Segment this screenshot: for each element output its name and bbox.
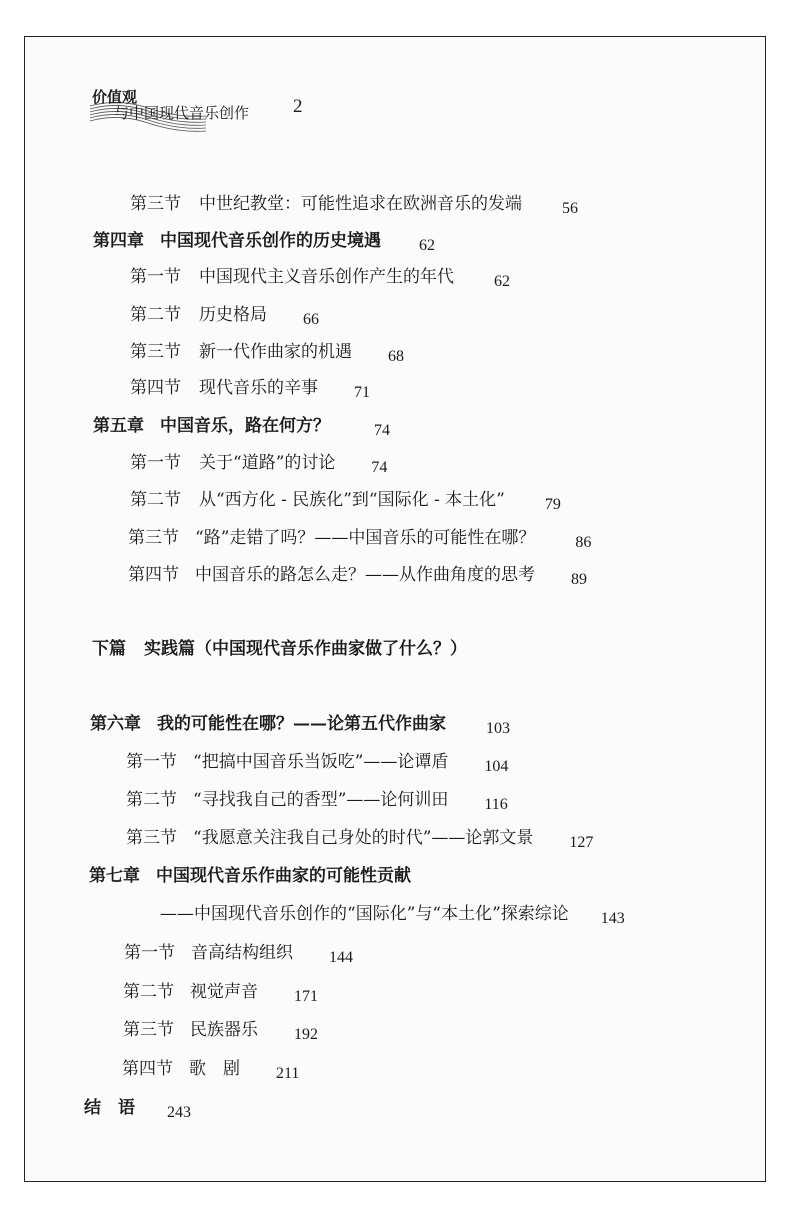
toc-page: 56 bbox=[562, 200, 578, 217]
toc-label: 第一节 bbox=[126, 752, 177, 772]
toc-title: 实践篇（中国现代音乐作曲家做了什么？） bbox=[144, 639, 467, 659]
toc-page: 127 bbox=[569, 834, 594, 851]
toc-label: 第二节 bbox=[130, 490, 181, 510]
toc-title: 视觉声音 bbox=[190, 982, 258, 1002]
toc-label: 第一节 bbox=[130, 453, 181, 473]
toc-entry bbox=[130, 341, 404, 364]
toc-page: 171 bbox=[294, 988, 318, 1005]
toc-title: 历史格局 bbox=[199, 305, 267, 325]
toc-title: 中国现代音乐作曲家的可能性贡献 bbox=[156, 866, 411, 886]
toc-page: 243 bbox=[167, 1104, 191, 1121]
toc-label: 第四节 bbox=[128, 565, 179, 585]
toc-label: 第三节 bbox=[130, 194, 181, 214]
toc-label: 第四节 bbox=[130, 378, 181, 398]
toc-page: 192 bbox=[294, 1026, 318, 1043]
toc-title: 民族器乐 bbox=[190, 1020, 258, 1040]
toc-chapter bbox=[93, 230, 435, 253]
toc-label: 第四节 bbox=[122, 1059, 173, 1079]
toc-label: 下篇 bbox=[92, 639, 126, 659]
toc-title: 音高结构组织 bbox=[191, 943, 293, 963]
toc-entry bbox=[123, 981, 318, 1004]
toc-entry bbox=[130, 452, 387, 475]
toc-title: 关于“道路”的讨论 bbox=[199, 453, 336, 473]
toc-title: 歌 剧 bbox=[189, 1059, 240, 1079]
toc-label: 结 语 bbox=[84, 1098, 135, 1118]
header-page-number: 2 bbox=[293, 96, 303, 117]
toc-entry bbox=[130, 266, 510, 289]
toc-title: 新一代作曲家的机遇 bbox=[199, 342, 352, 362]
toc-title: 中世纪教堂：可能性追求在欧洲音乐的发端 bbox=[199, 194, 522, 214]
toc-label: 第一节 bbox=[130, 267, 181, 287]
toc-chapter bbox=[90, 713, 510, 736]
toc-entry bbox=[128, 564, 587, 587]
toc-title: 中国现代主义音乐创作产生的年代 bbox=[199, 267, 454, 287]
toc-title: “我愿意关注我自己身处的时代”——论郭文景 bbox=[193, 828, 534, 848]
toc-page: 68 bbox=[388, 348, 404, 365]
toc-page: 86 bbox=[575, 534, 592, 551]
toc-chapter bbox=[84, 1097, 191, 1120]
toc-page: 89 bbox=[571, 571, 587, 588]
toc-entry bbox=[130, 304, 319, 327]
toc-page: 74 bbox=[371, 459, 388, 476]
toc-label: 第七章 bbox=[89, 866, 140, 886]
toc-label: 第四章 bbox=[93, 231, 144, 251]
toc-label: 第二节 bbox=[130, 305, 181, 325]
toc-label: 第三节 bbox=[128, 528, 179, 548]
toc-page: 62 bbox=[494, 273, 510, 290]
toc-title: “把搞中国音乐当饭吃”——论谭盾 bbox=[193, 752, 449, 772]
toc-page: 104 bbox=[484, 758, 509, 775]
toc-title: 现代音乐的辛事 bbox=[199, 378, 318, 398]
toc-page: 62 bbox=[419, 237, 435, 254]
toc-entry bbox=[126, 789, 508, 812]
toc-entry bbox=[122, 1058, 299, 1081]
toc-entry bbox=[126, 751, 508, 774]
toc-label: 第一节 bbox=[124, 943, 175, 963]
toc-subtitle bbox=[160, 903, 625, 926]
toc-label: 第六章 bbox=[90, 714, 141, 734]
toc-chapter bbox=[89, 865, 411, 887]
toc-chapter bbox=[93, 415, 390, 438]
toc-page: 71 bbox=[354, 384, 370, 401]
toc-label: 第五章 bbox=[93, 416, 144, 436]
toc-entry bbox=[123, 1019, 318, 1042]
toc-label: 第三节 bbox=[126, 828, 177, 848]
toc-page: 143 bbox=[600, 910, 625, 927]
toc-label: 第三节 bbox=[123, 1020, 174, 1040]
toc-entry bbox=[124, 942, 353, 965]
toc-page: 144 bbox=[329, 949, 353, 966]
toc-entry bbox=[130, 377, 370, 400]
toc-entry bbox=[126, 827, 593, 850]
toc-title: 我的可能性在哪？——论第五代作曲家 bbox=[157, 714, 446, 734]
toc-page: 103 bbox=[486, 720, 510, 737]
toc-entry bbox=[130, 193, 578, 216]
toc-label: 第三节 bbox=[130, 342, 181, 362]
toc-title: “路”走错了吗？——中国音乐的可能性在哪？ bbox=[195, 528, 536, 548]
toc-title: 中国音乐，路在何方？ bbox=[160, 416, 330, 436]
toc-page: 66 bbox=[303, 311, 319, 328]
toc-label: 第二节 bbox=[126, 790, 177, 810]
header-title-bottom: 与中国现代音乐创作 bbox=[114, 104, 250, 122]
toc-entry bbox=[128, 527, 591, 550]
toc-title: “寻找我自己的香型”——论何训田 bbox=[193, 790, 449, 810]
toc-title: 中国现代音乐创作的历史境遇 bbox=[160, 231, 381, 251]
toc-title: ——中国现代音乐创作的“国际化”与“本土化”探索综论 bbox=[160, 904, 569, 924]
toc-page: 79 bbox=[544, 496, 561, 513]
header-title-top: 价值观 bbox=[92, 88, 138, 106]
toc-part bbox=[92, 638, 467, 660]
toc-label: 第二节 bbox=[123, 982, 174, 1002]
toc-entry bbox=[130, 489, 561, 512]
toc-page: 116 bbox=[484, 796, 508, 813]
toc-page: 74 bbox=[374, 422, 390, 439]
toc-page: 211 bbox=[276, 1065, 300, 1082]
toc-title: 从“西方化 - 民族化”到“国际化 - 本土化” bbox=[199, 490, 505, 510]
toc-title: 中国音乐的路怎么走？——从作曲角度的思考 bbox=[195, 565, 535, 585]
